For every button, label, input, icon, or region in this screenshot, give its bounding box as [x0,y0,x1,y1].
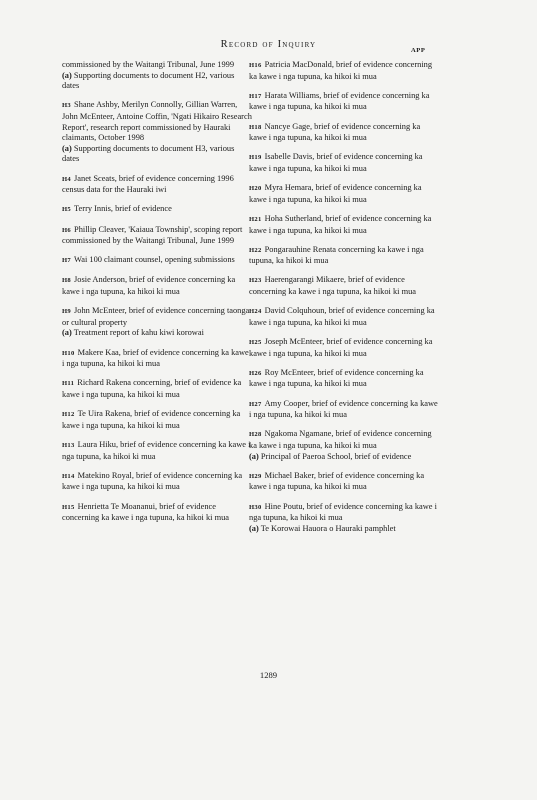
document-code: H18 [249,123,262,131]
sub-entry [249,452,439,463]
entry-text: David Colquhoun, brief of evidence concerning ka kawe i nga tupuna, ka hikoi ki mua [249,306,435,327]
document-code: H30 [249,503,262,511]
document-code: H16 [249,62,262,69]
sub-entry [62,328,252,339]
right-column [249,60,439,543]
entry-text: Hine Poutu, brief of evidence concerning ka kawe i nga tupuna, ka hikoi ki mua [249,501,437,523]
sub-entry [249,524,439,535]
document-code: H22 [249,246,262,254]
record-entry [62,100,252,165]
sub-entry-text: Te Korowai Hauora o Hauraki pamphlet [260,523,396,533]
sub-entry-text: Supporting documents to document H2, various dates [62,70,235,91]
sub-entry-tag: (a) [249,451,259,461]
record-entry [62,275,252,297]
record-entry [249,337,439,359]
document-code: H20 [249,185,262,193]
entry-text: Ngakoma Ngamane, brief of evidence concerning ka kawe i nga tupuna, ka hikoi ki mua [249,429,432,450]
record-entry [249,91,439,113]
document-code: H7 [62,257,72,265]
record-entry [62,348,252,370]
entry-text: John McEnteer, brief of evidence concerning taonga or cultural property [62,306,250,327]
record-entry [62,225,252,247]
entry-text: Hoha Sutherland, brief of evidence concerning ka kawe i nga tupuna, ka hikoi ki mua [249,213,432,235]
sub-entry-tag: (a) [62,328,72,338]
document-code: H11 [62,380,75,388]
document-code: H28 [249,431,262,439]
entry-text: Laura Hiku, brief of evidence concerning ka kawe i nga tupuna, ka hikoi ki mua [62,439,251,461]
entry-text: Isabelle Davis, brief of evidence concerning ka kawe i nga tupuna, ka hikoi ki mua [249,152,423,173]
entry-text: commissioned by the Waitangi Tribunal, June 1999 [62,60,235,69]
left-column [62,60,252,532]
document-code: H17 [249,92,262,100]
record-entry [62,409,252,431]
document-code: H3 [62,102,72,110]
entry-text: Amy Cooper, brief of evidence concerning ka kawe i nga tupuna, ka hikoi ki mua [249,398,438,420]
record-entry [249,471,439,493]
entry-text: Richard Rakena concerning, brief of evidence ka kawe i nga tupuna, ka hikoi ki mua [62,378,242,399]
document-code: H23 [249,277,262,285]
record-entry [249,152,439,174]
record-entry [62,174,252,196]
document-code: H26 [249,369,262,377]
record-entry [62,502,252,524]
running-header-title: Record of Inquiry [220,39,317,50]
record-entry [62,60,252,92]
document-code: H10 [62,349,75,357]
entry-text: Roy McEnteer, brief of evidence concerning ka kawe i nga tupuna, ka hikoi ki mua [249,367,424,389]
entry-text: Makere Kaa, brief of evidence concerning ka kawe i nga tupuna, ka hikoi ki mua [62,347,249,369]
record-entry [249,502,439,535]
record-entry [249,183,439,205]
entry-text: Terry Innis, brief of evidence [74,204,172,214]
record-entry [249,275,439,297]
record-entry [62,378,252,400]
record-entry [249,399,439,421]
document-code: H29 [249,472,262,480]
document-code: H25 [249,339,262,347]
document-code: H24 [249,308,262,316]
record-entry [249,122,439,144]
sub-entry-tag: (a) [249,523,259,533]
sub-entry-text: Treatment report of kahu kiwi korowai [73,328,204,338]
document-code: H9 [62,308,72,316]
document-code: H6 [62,226,72,234]
entry-text: Josie Anderson, brief of evidence concerning ka kawe i nga tupuna, ka hikoi ki mua [62,275,236,297]
sub-entry [62,144,252,165]
record-entry [249,60,439,82]
record-entry [62,306,252,339]
entry-text: Matekino Royal, brief of evidence concerning ka kawe i nga tupuna, ka hikoi ki mua [62,470,243,492]
document-code: H15 [62,503,75,511]
record-entry [62,204,252,216]
document-code: H13 [62,441,75,449]
entry-text: Pongarauhine Renata concerning ka kawe i nga tupuna, ka hikoi ki mua [249,244,424,266]
sub-entry-tag: (a) [62,70,72,80]
document-code: H21 [249,215,262,223]
sub-entry [62,71,252,92]
entry-text: Wai 100 claimant counsel, opening submissions [74,255,235,265]
entry-text: Te Uira Rakena, brief of evidence concerning ka kawe i nga tupuna, ka hikoi ki mua [62,409,241,430]
entry-text: Michael Baker, brief of evidence concerning ka kawe i nga tupuna, ka hikoi ki mua [249,470,425,492]
document-code: H12 [62,411,75,419]
document-code: H27 [249,400,262,408]
sub-entry-tag: (a) [62,143,72,153]
entry-text: Patricia MacDonald, brief of evidence concerning ka kawe i nga tupuna, ka hikoi ki mua [249,60,433,81]
sub-entry-text: Supporting documents to document H3, various dates [62,143,235,164]
entry-text: Phillip Cleaver, 'Kaiaua Township', scoping report commissioned by the Waitangi Tribunal, June 1999 [62,224,243,246]
record-entry [62,440,252,462]
document-code: H4 [62,175,72,183]
record-entry [249,214,439,236]
record-entry [62,471,252,493]
entry-text: Shane Ashby, Merilyn Connolly, Gillian Warren, John McEnteer, Antoine Coffin, 'Ngati Hikairo Research Report', research report commissioned by Hauraki claimants, October 1998 [62,100,252,143]
entry-text: Myra Hemara, brief of evidence concerning ka kawe i nga tupuna, ka hikoi ki mua [249,183,422,204]
document-code: H14 [62,472,75,480]
document-code: H8 [62,277,72,285]
sub-entry-text: Principal of Paeroa School, brief of evidence [260,451,412,461]
page-number: 1289 [259,670,278,680]
record-entry [62,255,252,267]
record-entry [249,245,439,267]
document-code: H5 [62,206,72,214]
record-entry [249,429,439,462]
entry-text: Haerengarangi Mikaere, brief of evidence concerning ka kawe i nga tupuna, ka hikoi ki mua [249,275,416,297]
running-header-tag: APP [411,47,426,54]
entry-text: Harata Williams, brief of evidence concerning ka kawe i nga tupuna, ka hikoi ki mua [249,90,430,112]
entry-text: Janet Sceats, brief of evidence concerning 1996 census data for the Hauraki iwi [62,173,234,195]
document-code: H19 [249,154,262,162]
entry-text: Henrietta Te Moananui, brief of evidence concerning ka kawe i nga tupuna, ka hikoi ki mua [62,501,229,523]
entry-text: Nancye Gage, brief of evidence concerning ka kawe i nga tupuna, ka hikoi ki mua [249,121,421,143]
record-entry [249,306,439,328]
record-entry [249,368,439,390]
entry-text: Joseph McEnteer, brief of evidence concerning ka kawe i nga tupuna, ka hikoi ki mua [249,337,433,358]
